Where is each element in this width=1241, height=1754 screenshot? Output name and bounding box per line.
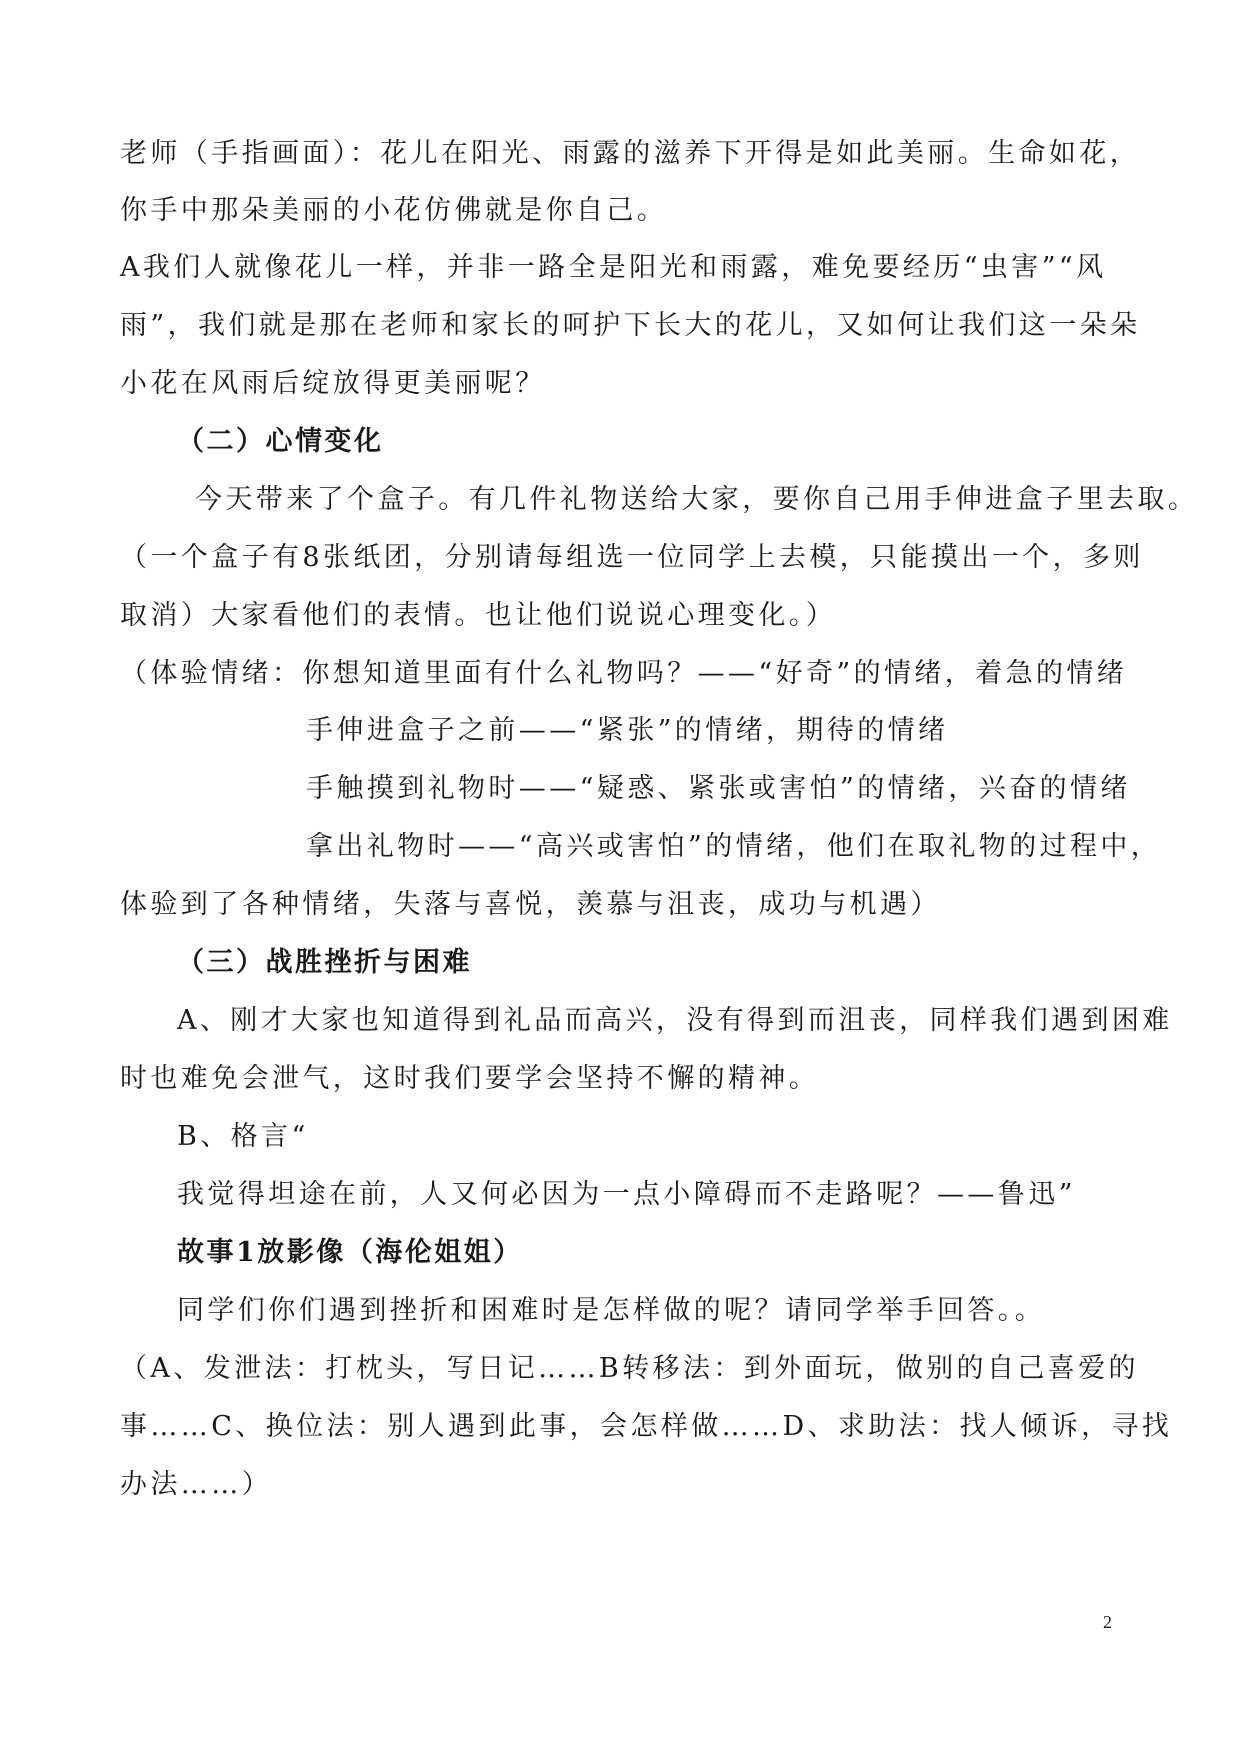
paragraph-line: 时也难免会泄气，这时我们要学会坚持不懈的精神。 [120,1063,820,1094]
section-heading: （三）战胜挫折与困难 [177,947,472,978]
paragraph-line: 体验到了各种情绪，失落与喜悦，羡慕与沮丧，成功与机遇） [120,889,941,920]
paragraph-line: 雨”，我们就是那在老师和家长的呵护下长大的花儿，又如何让我们这一朵朵 [120,310,1141,341]
story-heading: 故事1放影像（海伦姐姐） [177,1237,523,1268]
paragraph-line: 办法……） [120,1469,272,1500]
paragraph-line: 你手中那朵美丽的小花仿佛就是你自己。 [120,195,668,226]
paragraph-line: 拿出礼物时——“高兴或害怕”的情绪，他们在取礼物的过程中， [306,831,1162,862]
paragraph-line: （A、发泄法：打枕头，写日记……B转移法：到外面玩，做别的自己喜爱的 [120,1353,1139,1384]
section-heading: （二）心情变化 [177,426,384,457]
paragraph-line: 手伸进盒子之前——“紧张”的情绪，期待的情绪 [306,715,949,746]
paragraph-line: 手触摸到礼物时——“疑惑、紧张或害怕”的情绪，兴奋的情绪 [306,773,1131,804]
paragraph-line: 老师（手指画面）：花儿在阳光、雨露的滋养下开得是如此美丽。生命如花， [120,138,1141,169]
paragraph-line: B、格言“ [177,1121,309,1152]
page-number: 2 [1103,1612,1112,1632]
paragraph-line: （体验情绪：你想知道里面有什么礼物吗？——“好奇”的情绪，着急的情绪 [120,658,1128,689]
paragraph-line: 今天带来了个盒子。有几件礼物送给大家，要你自己用手伸进盒子里去取。 [195,484,1199,515]
paragraph-line: 同学们你们遇到挫折和困难时是怎样做的呢？请同学举手回答。。 [177,1295,1046,1326]
paragraph-line: 小花在风雨后绽放得更美丽呢？ [120,368,546,399]
paragraph-line: （一个盒子有8张纸团，分别请每组选一位同学上去模，只能摸出一个，多则 [120,542,1144,573]
paragraph-line: 事……C、换位法：别人遇到此事，会怎样做……D、求助法：找人倾诉，寻找 [120,1411,1173,1442]
paragraph-line: A、刚才大家也知道得到礼品而高兴，没有得到而沮丧，同样我们遇到困难 [177,1005,1173,1036]
paragraph-line: 取消）大家看他们的表情。也让他们说说心理变化。） [120,600,837,631]
quote-line: 我觉得坦途在前，人又何必因为一点小障碍而不走路呢？——鲁迅” [177,1179,1076,1210]
paragraph-line: A我们人就像花儿一样，并非一路全是阳光和雨露，难免要经历“虫害”“风 [120,252,1107,283]
